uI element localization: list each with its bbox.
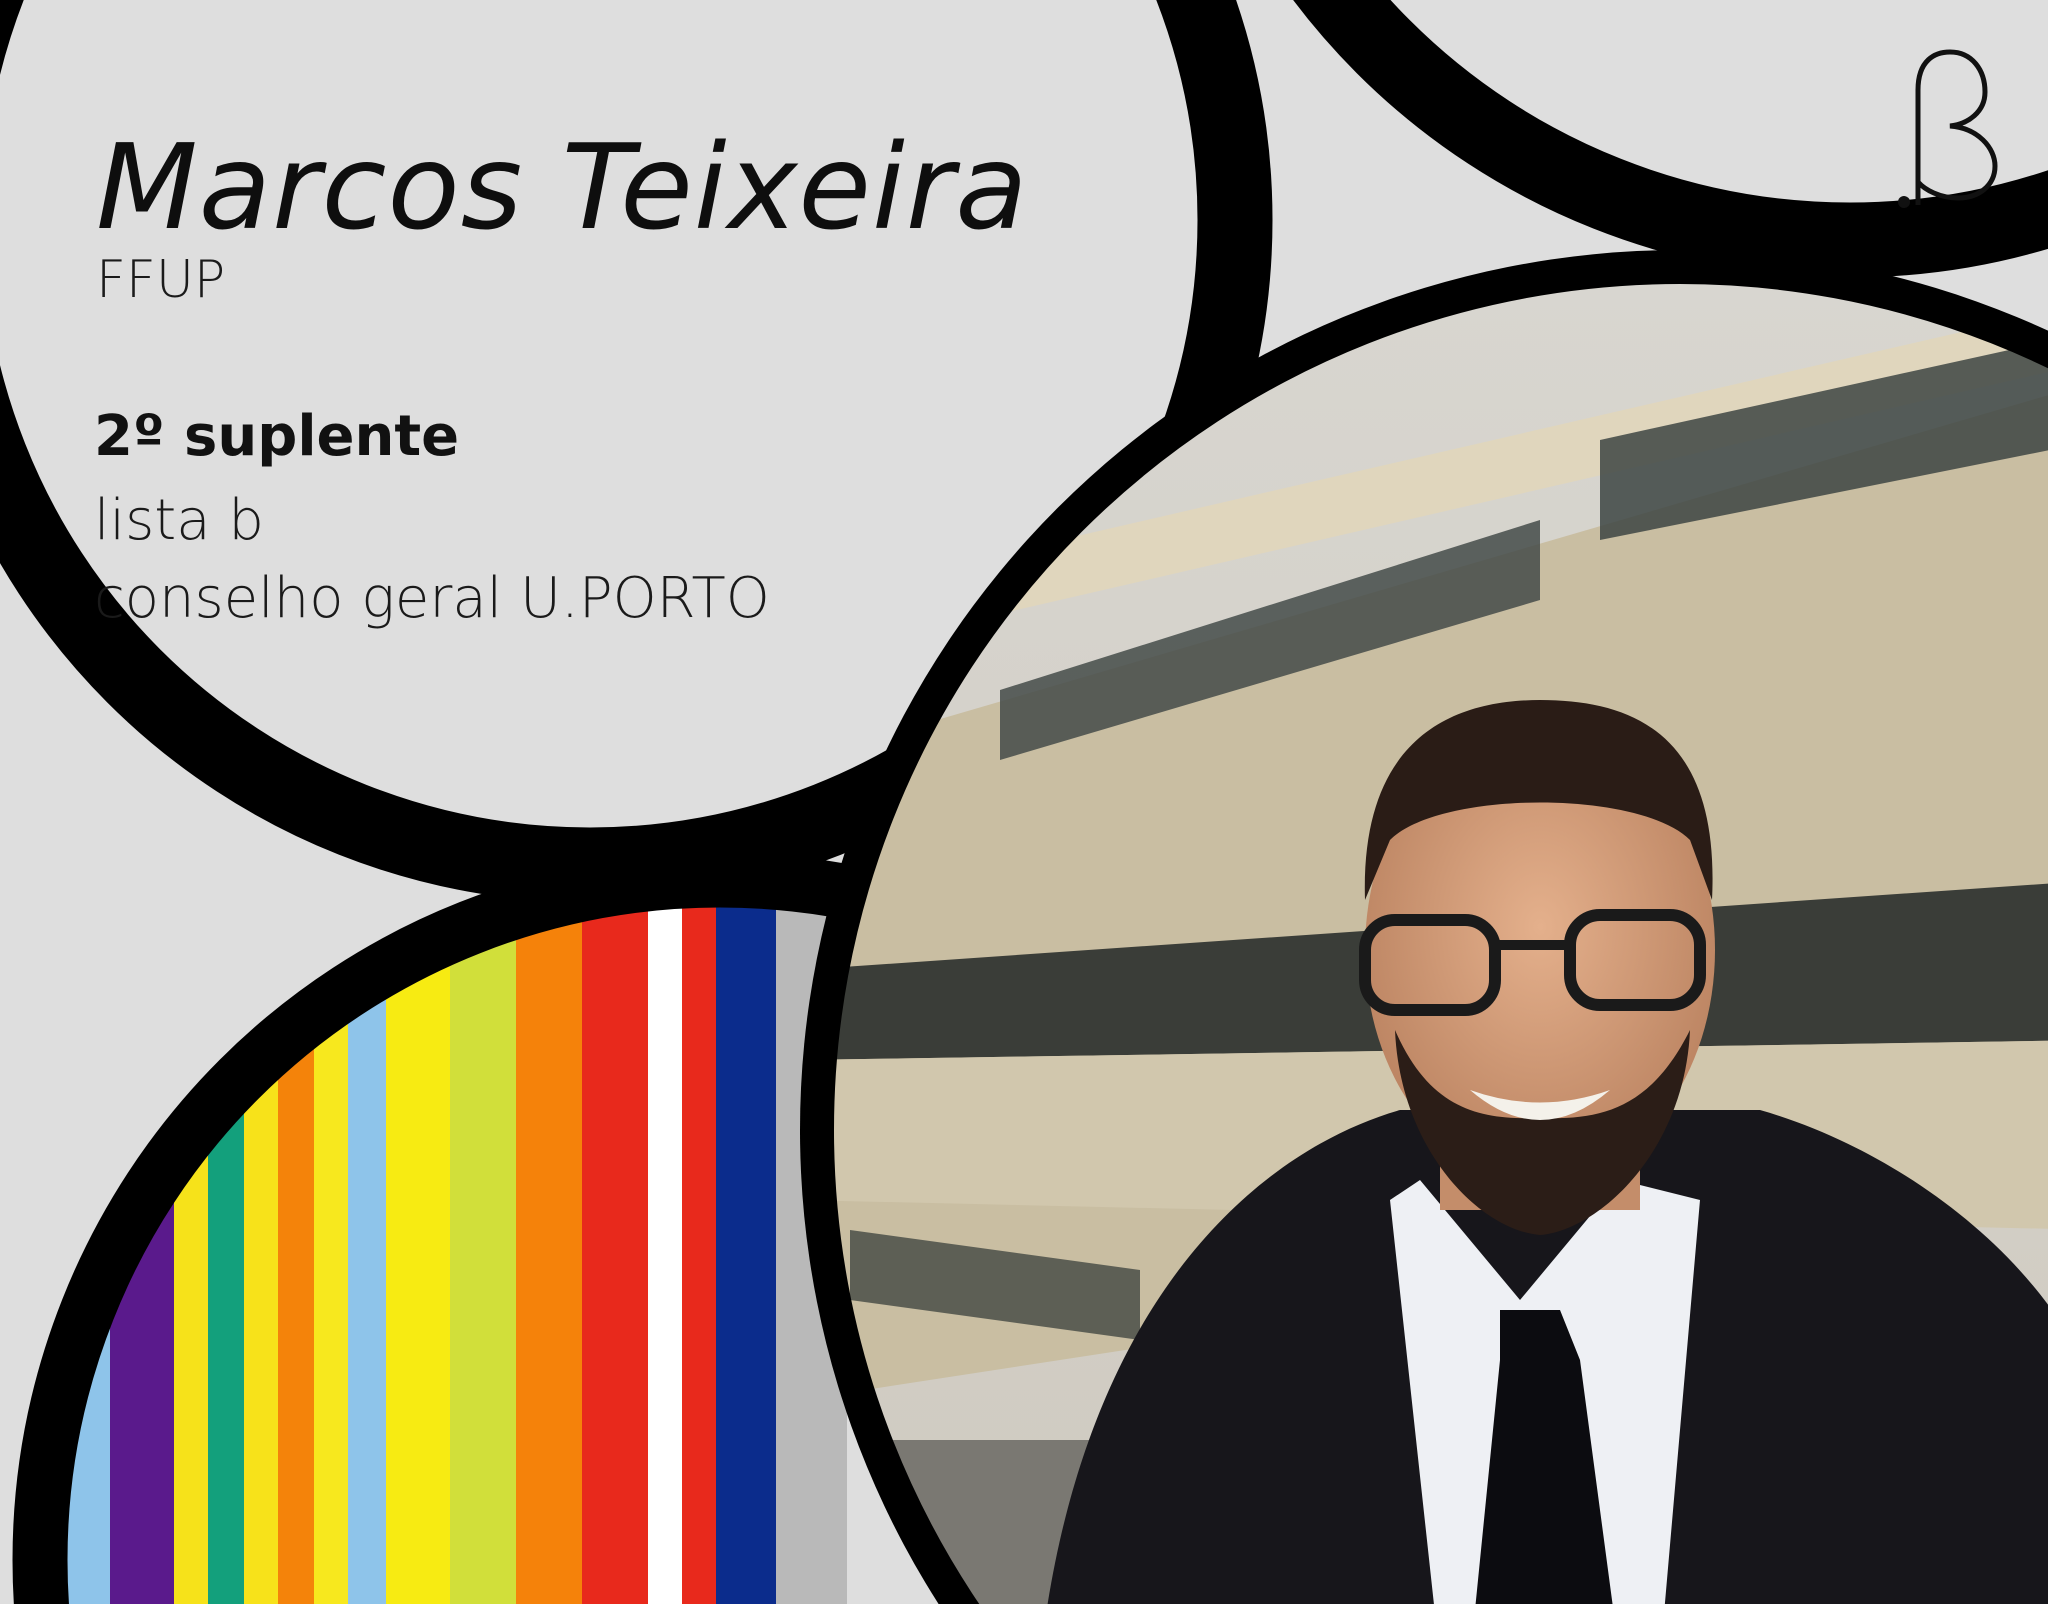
candidate-name: Marcos Teixeira	[96, 118, 1029, 256]
stripe-12	[516, 880, 583, 1604]
council-name: conselho geral U.PORTO	[94, 566, 770, 631]
candidate-role: 2º suplente	[94, 404, 460, 469]
stripe-16	[716, 880, 777, 1604]
stripe-11	[450, 880, 517, 1604]
beta-logo-icon	[1898, 52, 1995, 208]
candidate-faculty: FFUP	[96, 250, 226, 310]
stripe-15	[682, 880, 717, 1604]
stripe-6	[244, 880, 279, 1604]
election-list: lista b	[94, 488, 264, 553]
stripe-13	[582, 880, 649, 1604]
stripe-14	[648, 880, 683, 1604]
stripe-5	[208, 880, 245, 1604]
candidate-photo	[800, 260, 2048, 1604]
stripe-4	[174, 880, 209, 1604]
